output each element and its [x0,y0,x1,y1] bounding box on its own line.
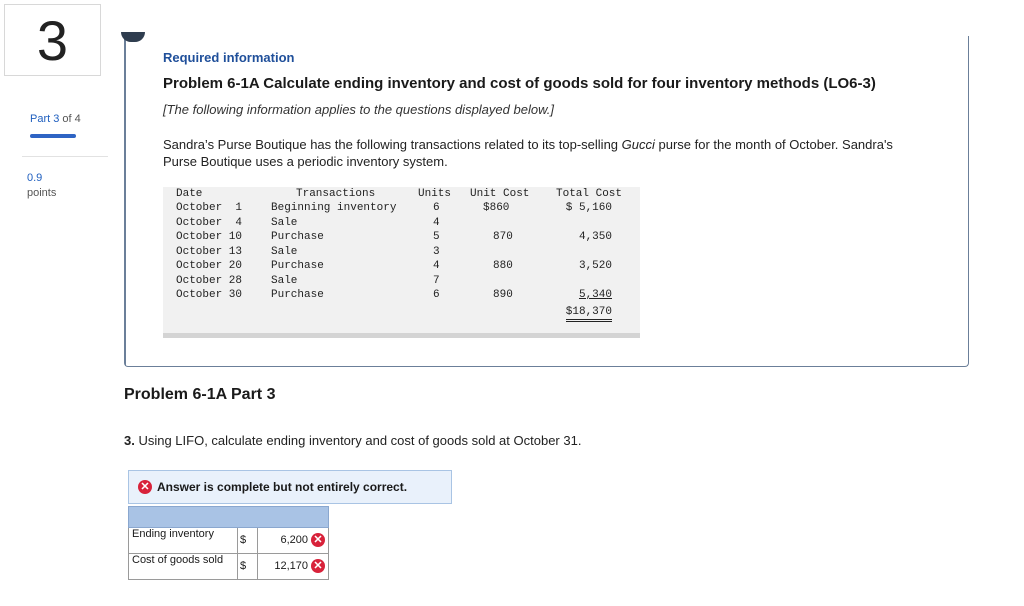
answer-row-cogs [128,554,329,580]
part-of: of 4 [62,113,81,125]
instruction-text: Using LIFO, calculate ending inventory and cost of goods sold at October 31. [134,433,582,448]
answer-status-text: Answer is complete but not entirely correct. [157,480,408,494]
part-label: Part 3 [30,113,60,125]
row-units: 4 [433,217,440,229]
row-transaction: Purchase [271,231,324,243]
problem-title: Problem 6-1A Calculate ending inventory and cost of goods sold for four inventory methods (LO6-3) [163,75,876,92]
brand-name: Gucci [621,137,655,152]
row-date: October 10 [176,231,243,243]
part-progress-bar [30,134,76,138]
row-transaction: Beginning inventory [271,202,397,214]
table-row [163,202,640,216]
cogs-input[interactable] [257,554,330,579]
table-header [163,187,640,201]
problem-description [163,136,923,170]
answer-row-ending-inventory [128,528,329,554]
grand-total: $18,370 [566,306,612,322]
divider [22,156,108,157]
row-total-cost: $ 5,160 [565,202,612,214]
info-note: [The following information applies to the questions displayed below.] [163,102,554,117]
description-part-1: Sandra’s Purse Boutique has the following transactions related to its top-selling [163,137,622,152]
row-total-cost: 5,340 [578,289,612,301]
table-row [163,289,640,303]
ending-inventory-input[interactable] [257,528,330,553]
row-date: October 4 [176,217,243,229]
answer-value: 6,200 [280,534,308,546]
description-part-2: purse for the month of October. Sandra's Purse Boutique uses a periodic inventory system. [163,137,893,169]
header-total-cost: Total Cost [556,188,623,200]
answer-table-header [128,506,329,528]
row-unit-cost: 890 [493,289,513,301]
answer-label: Cost of goods sold [132,554,224,566]
table-bottom-bar [163,333,640,338]
part3-title: Problem 6-1A Part 3 [124,386,276,403]
row-total-cost: 4,350 [578,231,612,243]
table-row [163,231,640,245]
row-units: 5 [433,231,440,243]
question-number: 3 [4,4,101,76]
row-date: October 1 [176,202,243,214]
table-row [163,246,640,260]
row-units: 3 [433,246,440,258]
currency-symbol: $ [237,528,246,553]
row-transaction: Purchase [271,289,324,301]
incorrect-x-icon: ✕ [311,533,325,547]
row-units: 6 [433,202,440,214]
row-transaction: Sale [271,217,298,229]
instruction-number: 3. [124,433,135,448]
score-value: 0.9 [27,172,43,184]
header-units: Units [418,188,452,200]
table-row [163,217,640,231]
row-units: 6 [433,289,440,301]
table-row [163,260,640,274]
row-total-cost: 3,520 [578,260,612,272]
total-row [163,306,640,320]
row-units: 7 [433,275,440,287]
currency-symbol: $ [237,554,246,579]
row-units: 4 [433,260,440,272]
answer-label: Ending inventory [132,528,214,540]
header-unit-cost: Unit Cost [470,188,530,200]
part-indicator [30,113,81,125]
row-date: October 20 [176,260,243,272]
answer-status-banner [128,470,452,504]
row-unit-cost: $860 [483,202,510,214]
transactions-table [163,187,640,337]
table-row [163,275,640,289]
row-date: October 28 [176,275,243,287]
row-transaction: Sale [271,246,298,258]
part3-instruction [124,433,581,448]
row-date: October 30 [176,289,243,301]
answer-table [128,506,329,580]
incorrect-x-icon: ✕ [311,559,325,573]
row-unit-cost: 880 [493,260,513,272]
x-circle-icon: ✕ [138,480,152,494]
required-info-heading: Required information [163,50,295,65]
header-date: Date [176,188,203,200]
header-transactions: Transactions [296,188,376,200]
row-unit-cost: 870 [493,231,513,243]
row-transaction: Purchase [271,260,324,272]
answer-value: 12,170 [274,560,308,572]
row-transaction: Sale [271,275,298,287]
row-date: October 13 [176,246,243,258]
points-label: points [27,187,57,199]
